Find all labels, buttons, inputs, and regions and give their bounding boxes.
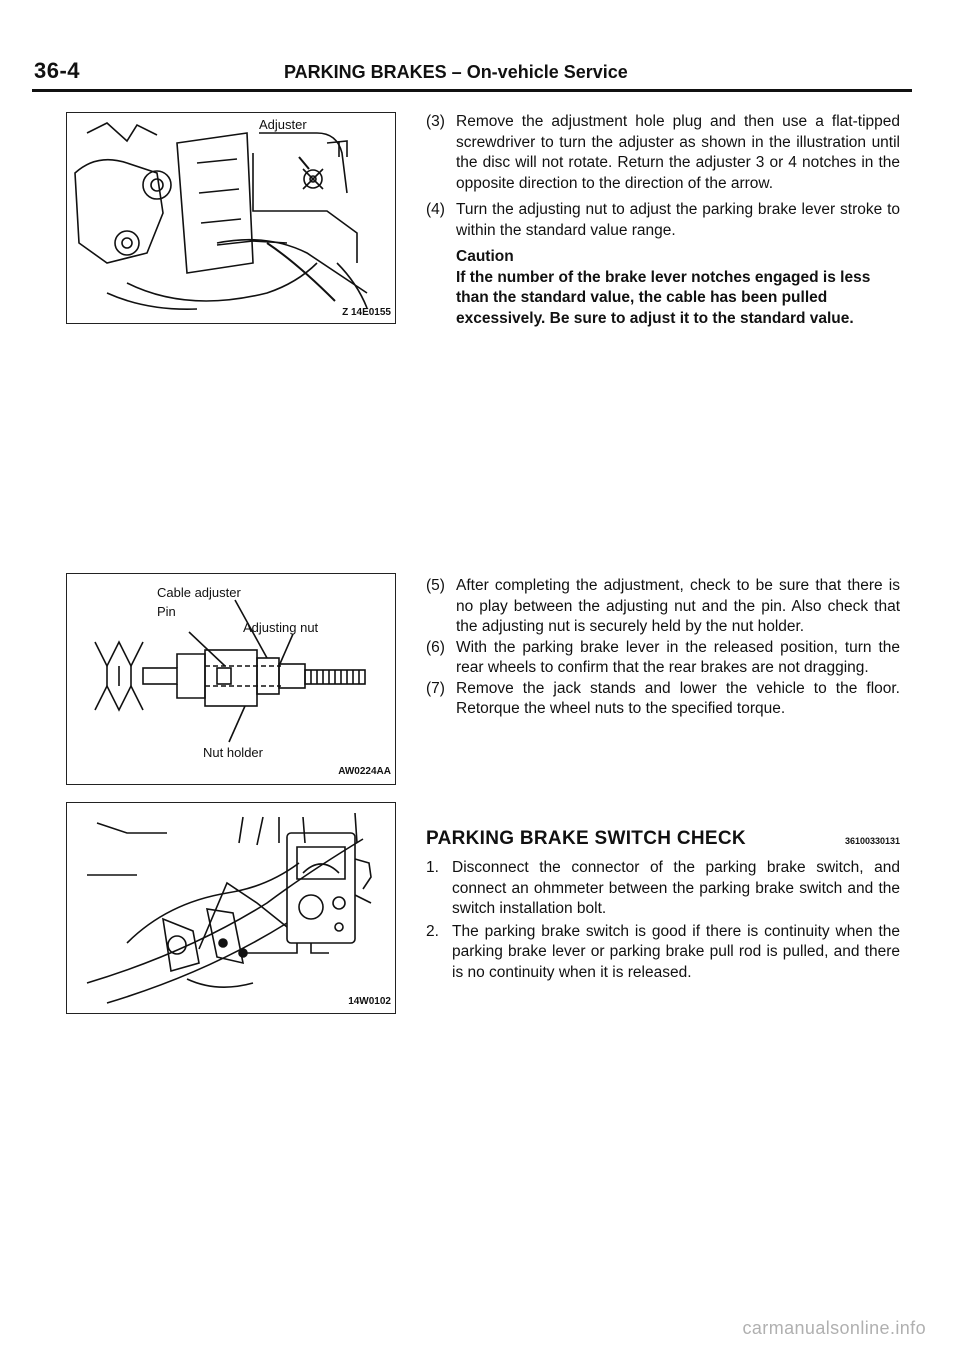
step-text: Remove the jack stands and lower the vehicle to the floor. Retorque the wheel nuts to the specified torque. — [456, 679, 900, 717]
section-title: PARKING BRAKE SWITCH CHECK — [426, 828, 746, 849]
step-number: (6) — [426, 638, 445, 656]
header-rule — [32, 89, 912, 92]
watermark: carmanualsonline.info — [742, 1318, 926, 1338]
section-code: 36100330131 — [844, 836, 900, 846]
caution-text: If the number of the brake lever notches engaged is less than the standard value, the cable has been pulled excessively. Be sure to adjust it to the standard value. — [456, 268, 871, 327]
page-header — [32, 58, 912, 92]
step-6 — [426, 638, 900, 679]
figure-code: 14W0102 — [348, 996, 391, 1007]
item-text: Disconnect the connector of the parking brake switch, and connect an ohmmeter between the parking brake switch and the switch installation bolt. — [452, 859, 900, 917]
step-text: After completing the adjustment, check to be sure that there is no play between the adjusting nut and the pin. Also check that the adjusting nut is securely held by the nut holder. — [456, 577, 900, 635]
page-number: 36-4 — [34, 58, 81, 83]
step-4 — [426, 200, 900, 241]
caution-heading: Caution — [456, 248, 514, 265]
brake-adjuster-illustration — [67, 113, 395, 323]
section-heading — [426, 828, 900, 850]
steps-top — [426, 112, 900, 329]
figure-cable-adjuster — [66, 573, 396, 785]
figure-code: Z 14E0155 — [342, 307, 391, 318]
step-number: (5) — [426, 577, 445, 594]
label-nut-holder: Nut holder — [203, 745, 263, 760]
step-number: (4) — [426, 201, 445, 218]
step-7 — [426, 679, 900, 720]
switch-check-list — [426, 858, 900, 985]
steps-middle — [426, 576, 900, 720]
figure-switch-check — [66, 802, 396, 1014]
item-number: 2. — [426, 922, 439, 940]
step-text: Turn the adjusting nut to adjust the parking brake lever stroke to within the standard value range. — [456, 201, 900, 239]
item-text: The parking brake switch is good if there is continuity when the parking brake lever or parking brake pull rod is pulled, and there is no continuity when it is released. — [452, 922, 900, 981]
item-number: 1. — [426, 859, 439, 876]
step-number: (7) — [426, 679, 445, 697]
figure-code: AW0224AA — [338, 766, 391, 777]
check-item-2 — [426, 922, 900, 984]
check-item-1 — [426, 858, 900, 920]
step-5 — [426, 576, 900, 638]
step-text: With the parking brake lever in the released position, turn the rear wheels to confirm that the rear brakes are not dragging. — [456, 638, 900, 676]
label-pin: Pin — [157, 604, 176, 619]
step-3 — [426, 112, 900, 194]
label-adjusting-nut: Adjusting nut — [243, 620, 319, 635]
label-adjuster: Adjuster — [259, 117, 307, 132]
step-number: (3) — [426, 113, 445, 130]
figure-adjuster — [66, 112, 396, 324]
label-cable-adjuster: Cable adjuster — [157, 585, 241, 600]
step-text: Remove the adjustment hole plug and then use a flat-tipped screwdriver to turn the adjuster as shown in the illustration until the disc will not rotate. Return the adjuster 3 or 4 notches in the opposite direction to the direction of the arrow. — [456, 113, 900, 192]
page-title: PARKING BRAKES – On-vehicle Service — [284, 62, 628, 82]
switch-check-illustration — [67, 803, 395, 1013]
